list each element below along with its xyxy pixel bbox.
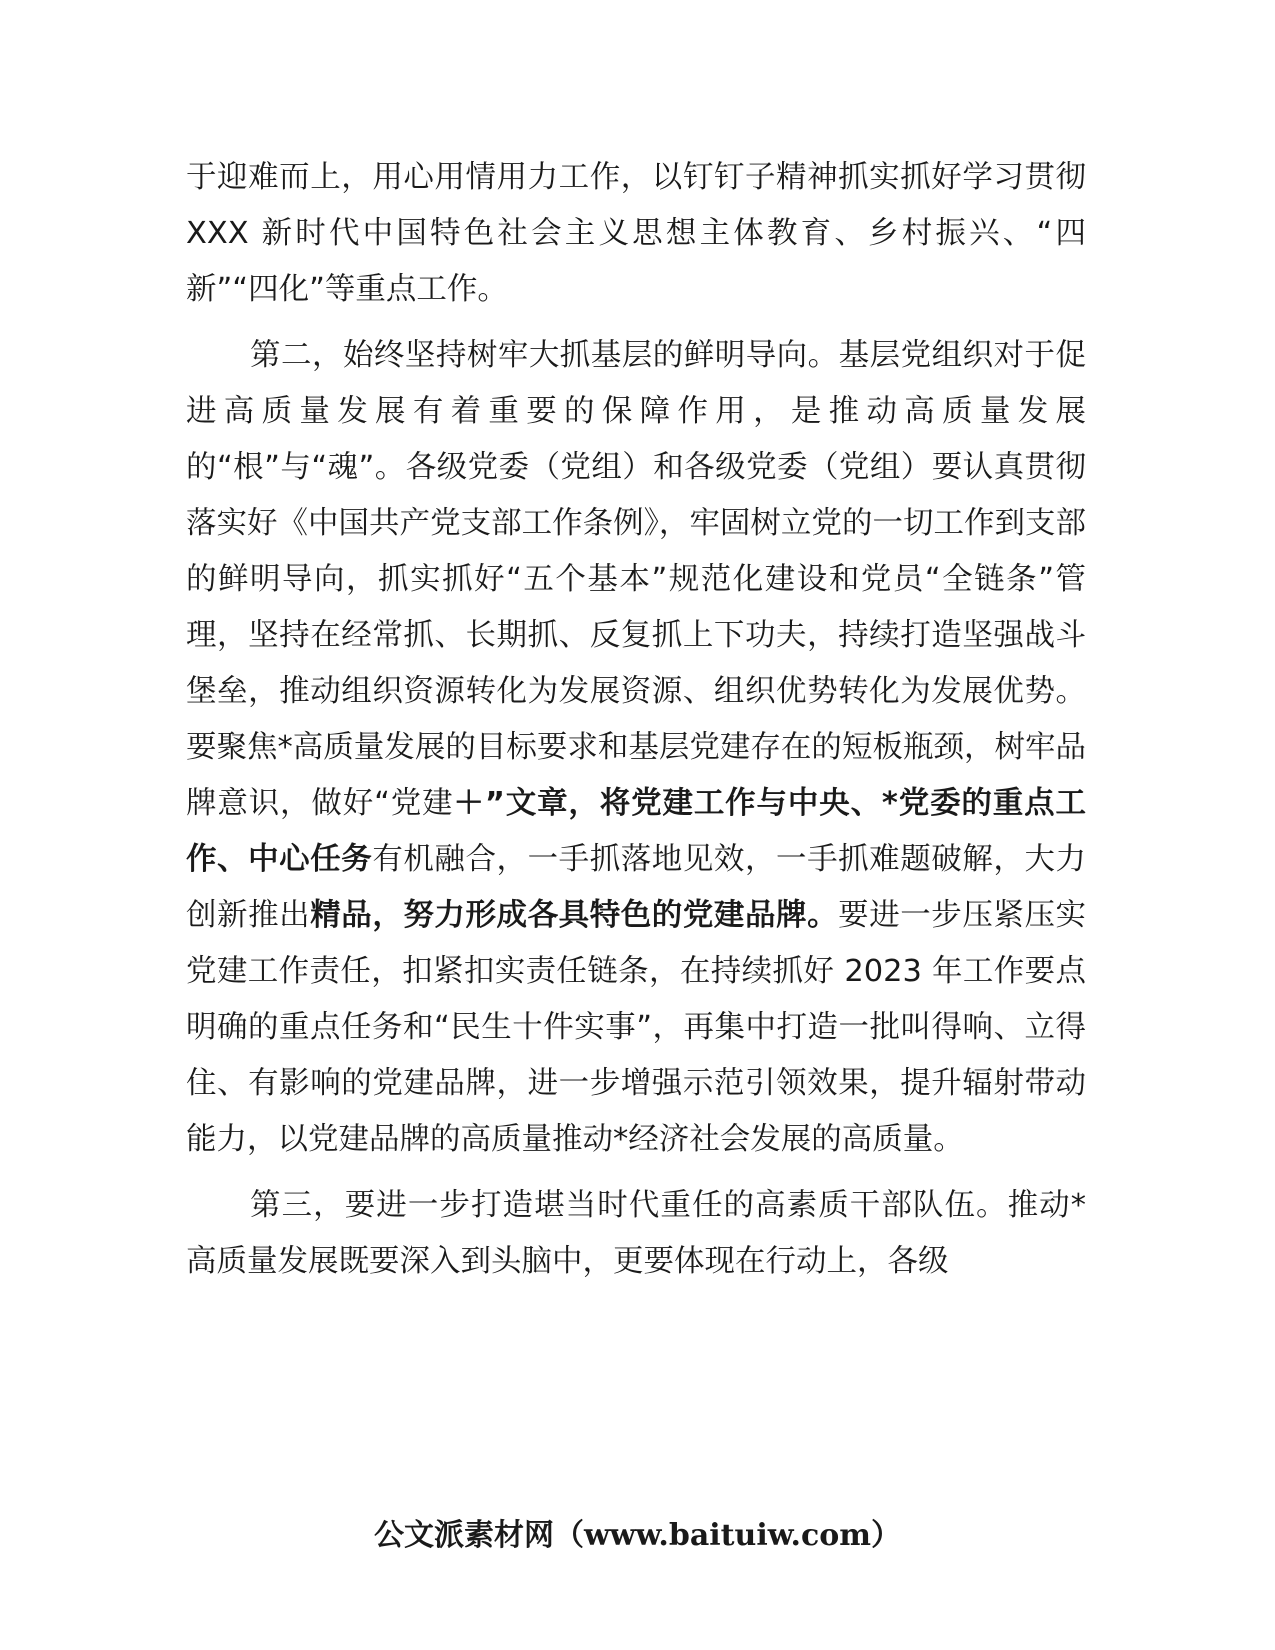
paragraph-second: [186, 328, 1086, 1168]
paragraph-continued: [186, 150, 1086, 318]
paragraph-text: 第三，要进一步打造堪当时代重任的高素质干部队伍。推动*高质量发展既要深入到头脑中，更要体现在行动上，各级: [186, 1188, 1086, 1279]
paragraph-text-bold: ＋”文章，将党建工作与中央、*党委的重点工作、中心任务: [186, 786, 1086, 877]
paragraph-text: 第二，始终坚持树牢大抓基层的鲜明导向。基层党组织对于促进高质量发展有着重要的保障作用，是推动高质量发展的“根”与“魂”。各级党委（党组）和各级党委（党组）要认真贯彻落实好《中国共产党支部工作条例》，牢固树立党的一切工作到支部的鲜明导向，抓实抓好“五个基本”规范化建设和党员“全链条”管理，坚持在经常抓、长期抓、反复抓上下功夫，持续打造坚强战斗堡垒，推动组织资源转化为发展资源、组织优势转化为发展优势。要聚焦*高质量发展的目标要求和基层党建存在的短板瓶颈，树牢品牌意识，做好“党建: [186, 338, 1086, 821]
paragraph-text: 于迎难而上，用心用情用力工作，以钉钉子精神抓实抓好学习贯彻 XXX 新时代中国特色社会主义思想主体教育、乡村振兴、“四新”“四化”等重点工作。: [186, 160, 1086, 307]
paragraph-third: [186, 1178, 1086, 1290]
footer-watermark: 公文派素材网（www.baituiw.com）: [373, 1518, 902, 1553]
document-body: [186, 150, 1086, 1300]
paragraph-text-bold: 精品，努力形成各具特色的党建品牌。: [310, 898, 839, 933]
paragraph-text: 有机融合，一手抓落地见效，一手抓难题破解，大力创新推出: [186, 842, 1087, 933]
paragraph-text: 要进一步压紧压实党建工作责任，扣紧扣实责任链条，在持续抓好 2023 年工作要点明确的重点任务和“民生十件实事”，再集中打造一批叫得响、立得住、有影响的党建品牌，进一步增强示范引领效果，提升辐射带动能力，以党建品牌的高质量推动*经济社会发展的高质量。: [186, 898, 1087, 1157]
